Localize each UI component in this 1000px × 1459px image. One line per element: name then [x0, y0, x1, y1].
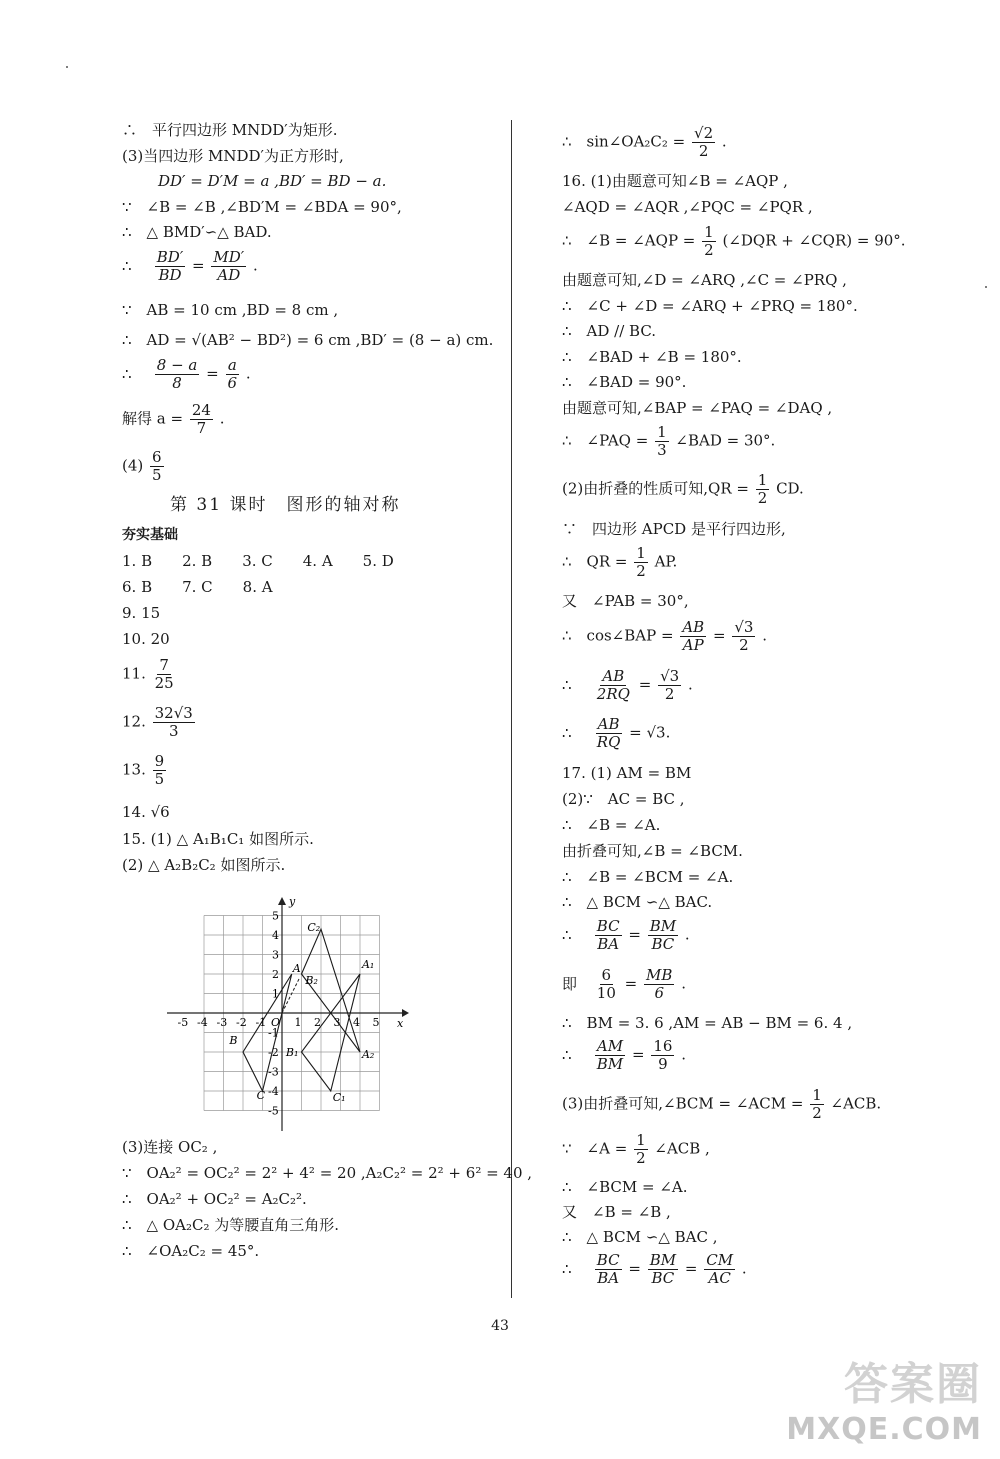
text-line: 由题意可知,∠BAP = ∠PAQ = ∠DAQ , — [562, 399, 833, 417]
fraction-line — [122, 402, 225, 437]
denominator: 2 — [636, 1149, 646, 1167]
fraction-line — [562, 668, 693, 703]
text: ∴ sin∠OA₂C₂ = — [562, 132, 686, 151]
fraction — [150, 449, 164, 484]
numerator: 1 — [636, 544, 646, 562]
segment-oc2 — [282, 978, 300, 1013]
column-divider — [511, 120, 512, 1298]
point-label-a: A — [292, 962, 301, 976]
period: . — [681, 974, 686, 993]
numerator: 8 − a — [156, 356, 198, 374]
text-line: ∴ AD = √(AB² − BD²) = 6 cm ,BD′ = (8 − a) cm. — [122, 331, 494, 349]
fraction — [595, 668, 632, 703]
numerator: a — [227, 356, 237, 374]
fraction-line — [562, 1132, 710, 1167]
fraction-line — [122, 357, 251, 392]
text: (∠DQR + ∠CQR) = 90°. — [722, 231, 906, 250]
period: . — [252, 256, 258, 275]
x-tick-label: 1 — [294, 1016, 302, 1029]
text-line: ∴ ∠BCM = ∠A. — [562, 1178, 688, 1196]
denominator: 2 — [757, 489, 768, 507]
numerator: √2 — [694, 124, 714, 142]
fraction-line — [562, 1252, 747, 1287]
y-tick-label: -2 — [268, 1046, 279, 1059]
text-line: ∴ ∠B = ∠A. — [562, 816, 661, 834]
fraction-line — [562, 967, 686, 1002]
x-tick-label: -2 — [236, 1016, 247, 1029]
period: . — [245, 364, 251, 383]
y-tick-label: 3 — [272, 948, 279, 962]
text-line: ∴ △ BCM ∽△ BAC. — [562, 893, 713, 911]
fraction — [634, 1132, 648, 1167]
fraction-line — [562, 224, 906, 259]
numerator: 1 — [812, 1086, 822, 1104]
denominator: BA — [597, 935, 620, 953]
point-label-b2: B₂ — [305, 973, 318, 987]
y-tick-label: -3 — [268, 1065, 279, 1079]
y-tick-label: 2 — [272, 968, 279, 981]
numerator: √3 — [734, 618, 754, 636]
therefore-symbol: ∴ — [122, 364, 132, 383]
denominator: 3 — [657, 441, 667, 459]
fraction — [155, 357, 200, 392]
text: (2)由折叠的性质可知,QR = — [562, 479, 749, 498]
fraction — [704, 1252, 735, 1287]
text: AP. — [654, 552, 678, 571]
denominator: 10 — [596, 984, 616, 1002]
denominator: 3 — [168, 722, 179, 740]
x-tick-label: 4 — [353, 1016, 360, 1029]
item-label: 12. — [122, 712, 146, 731]
denominator: 2 — [636, 562, 646, 580]
denominator: 2RQ — [596, 685, 630, 703]
fraction — [155, 249, 185, 284]
fraction — [595, 716, 623, 751]
numerator: 1 — [636, 1131, 646, 1149]
point-label-c2: C₂ — [307, 921, 321, 935]
solve-label: 解得 a = — [122, 409, 184, 428]
fraction — [648, 1252, 678, 1287]
answer-line: 15. (1) △ A₁B₁C₁ 如图所示. — [122, 830, 314, 848]
watermark-text: 答案圈 — [844, 1359, 982, 1410]
text: ∠ACB. — [830, 1094, 882, 1113]
text: ∠BAD = 30°. — [675, 431, 776, 450]
denominator: 25 — [154, 674, 174, 692]
x-tick-label: 3 — [333, 1016, 341, 1029]
period: . — [687, 675, 693, 694]
text-line: 由题意可知,∠D = ∠ARQ ,∠C = ∠PRQ , — [562, 271, 847, 289]
text-line: ∴ ∠B = ∠BCM = ∠A. — [562, 868, 734, 886]
denominator: 2 — [812, 1104, 822, 1122]
y-tick-label: -5 — [268, 1104, 279, 1118]
numerator: 32√3 — [154, 704, 193, 722]
page-number: 43 — [491, 1318, 509, 1334]
numerator: AB — [597, 715, 620, 733]
fraction-line — [122, 249, 258, 284]
numerator: AB — [602, 667, 625, 685]
text-line: (3)当四边形 MNDD′为正方形时, — [122, 147, 344, 165]
y-tick-label: 1 — [272, 987, 279, 1001]
text: ∴ ∠PAQ = — [562, 431, 649, 450]
fraction — [702, 224, 716, 259]
numerator: MB — [646, 966, 673, 984]
denominator: AP — [682, 636, 704, 654]
fraction-line — [562, 424, 775, 459]
numerator: 6 — [152, 448, 162, 466]
denominator: 5 — [152, 466, 162, 484]
denominator: 6 — [227, 374, 238, 392]
fraction — [190, 402, 213, 437]
numerator: 1 — [757, 471, 768, 489]
denominator: 8 — [172, 374, 182, 392]
equals: = — [192, 256, 205, 275]
y-axis-label: y — [289, 897, 296, 908]
text-line: ∴ △ BMD′∽△ BAD. — [122, 223, 272, 241]
denominator: AC — [708, 1269, 731, 1287]
answer-line: 9. 15 — [122, 604, 161, 622]
x-tick-label: -1 — [255, 1016, 267, 1029]
fraction — [732, 619, 755, 654]
therefore-symbol: ∴ — [562, 675, 572, 694]
fraction — [153, 753, 167, 788]
denominator: 2 — [704, 241, 714, 259]
fraction — [595, 1038, 625, 1073]
answer-line: ∴ ∠OA₂C₂ = 45°. — [122, 1242, 260, 1260]
therefore-symbol: ∴ — [562, 925, 572, 944]
answer-line: 14. √6 — [122, 803, 170, 821]
text-line: ∴ BM = 3. 6 ,AM = AB − BM = 6. 4 , — [562, 1014, 853, 1032]
text: = √3. — [629, 723, 671, 742]
item-label: (4) — [122, 456, 144, 475]
fraction — [595, 967, 618, 1002]
fraction-line — [562, 1087, 881, 1122]
period: . — [741, 1259, 747, 1278]
therefore-symbol: ∴ — [122, 256, 132, 275]
section-title: 第 31 课时 图形的轴对称 — [170, 495, 401, 515]
point-label-a1: A₁ — [361, 958, 375, 972]
period: . — [219, 409, 225, 428]
therefore-symbol: ∴ — [562, 723, 572, 742]
denominator: 2 — [698, 142, 709, 160]
coordinate-graph — [165, 897, 415, 1135]
period: . — [762, 626, 767, 645]
text: ∴ cos∠BAP = — [562, 626, 674, 645]
text: ∵ ∠A = — [562, 1139, 628, 1158]
fraction-line — [562, 472, 804, 507]
period: . — [684, 925, 690, 944]
therefore-symbol: ∴ — [562, 1045, 572, 1064]
numerator: 6 — [601, 966, 612, 984]
fraction-line — [562, 619, 767, 654]
numerator: √3 — [660, 667, 680, 685]
text-line: 又 ∠PAB = 30°, — [562, 592, 689, 610]
denominator: 6 — [654, 984, 664, 1002]
numerator: 16 — [653, 1037, 673, 1055]
denominator: 2 — [664, 685, 675, 703]
fraction — [680, 619, 706, 654]
answer-line: ∴ OA₂² + OC₂² = A₂C₂². — [122, 1190, 307, 1208]
equals: = — [628, 1259, 641, 1278]
fraction — [658, 668, 681, 703]
x-tick-label: 5 — [372, 1016, 380, 1029]
triangle-a2b2c2 — [302, 929, 361, 1052]
fraction — [655, 424, 669, 459]
fraction — [211, 249, 246, 284]
point-label-c1: C₁ — [332, 1090, 346, 1104]
x-tick-label: -3 — [216, 1016, 228, 1029]
fraction-line — [562, 918, 690, 953]
fraction-line — [122, 449, 166, 484]
text: ∠ACB , — [654, 1139, 710, 1158]
text-line: ∠AQD = ∠AQR ,∠PQC = ∠PQR , — [562, 198, 813, 216]
text-line: ∵ 四边形 APCD 是平行四边形, — [562, 520, 786, 538]
text: ∴ QR = — [562, 552, 628, 571]
fraction — [634, 545, 648, 580]
denominator: BC — [651, 1269, 675, 1287]
answer-line: (3)连接 OC₂ , — [122, 1138, 218, 1156]
fraction-line — [562, 1038, 686, 1073]
text-line: ∴ ∠BAD + ∠B = 180°. — [562, 348, 742, 366]
y-tick-label: -1 — [268, 1026, 279, 1040]
denominator: BM — [596, 1055, 624, 1073]
fraction — [651, 1038, 674, 1073]
denominator: RQ — [596, 733, 621, 751]
numerator: BM — [649, 1251, 677, 1269]
numerator: 24 — [191, 401, 211, 419]
item-label: 13. — [122, 760, 146, 779]
equals: = — [206, 364, 219, 383]
fraction — [595, 918, 622, 953]
fraction — [810, 1087, 824, 1122]
text-line: ∴ △ BCM ∽△ BAC , — [562, 1228, 718, 1246]
denominator: BC — [651, 935, 675, 953]
fraction — [756, 472, 770, 507]
fraction-line — [562, 125, 727, 160]
numerator: 1 — [657, 423, 667, 441]
denominator: BD — [158, 266, 182, 284]
x-tick-label: 2 — [314, 1016, 321, 1029]
answer-line: (2) △ A₂B₂C₂ 如图所示. — [122, 856, 286, 874]
point-label-b1: B₁ — [285, 1045, 299, 1059]
text-line: ∵ AB = 10 cm ,BD = 8 cm , — [122, 301, 339, 319]
watermark — [786, 1348, 982, 1447]
numerator: 1 — [704, 223, 714, 241]
numerator: BC — [596, 1251, 620, 1269]
speck — [985, 286, 987, 288]
period: . — [721, 132, 727, 151]
text-line: (2)∵ AC = BC , — [562, 790, 685, 808]
text-line: 由折叠可知,∠B = ∠BCM. — [562, 842, 743, 860]
numerator: BD′ — [156, 248, 184, 266]
answer-row: 6. B 7. C 8. A — [122, 578, 273, 596]
fraction — [644, 967, 674, 1002]
watermark-url: MXQE.COM — [786, 1412, 982, 1447]
text-line: 17. (1) AM = BM — [562, 764, 692, 782]
origin-label: O — [271, 1016, 281, 1029]
numerator: CM — [706, 1251, 734, 1269]
speck — [66, 66, 68, 68]
denominator: 2 — [739, 636, 749, 654]
fraction — [153, 657, 176, 692]
text-line: 16. (1)由题意可知∠B = ∠AQP , — [562, 172, 788, 190]
y-tick-label: 4 — [272, 929, 279, 942]
denominator: AD — [217, 266, 241, 284]
text-line: ∴ AD // BC. — [562, 322, 657, 340]
text-line: DD′ = D′M = a ,BD′ = BD − a. — [158, 172, 387, 190]
text-line: ∴ ∠BAD = 90°. — [562, 373, 687, 391]
x-tick-label: -5 — [177, 1016, 189, 1029]
text: (3)由折叠可知,∠BCM = ∠ACM = — [562, 1094, 804, 1113]
fraction — [153, 705, 195, 740]
text-line: ∴ ∠C + ∠D = ∠ARQ + ∠PRQ = 180°. — [562, 297, 858, 315]
answer-line: 10. 20 — [122, 630, 170, 648]
equals: = — [638, 675, 652, 694]
answer-line — [122, 657, 178, 692]
fraction-line — [562, 716, 670, 751]
fraction — [595, 1252, 622, 1287]
x-axis-label: x — [397, 1017, 404, 1030]
graph-labels — [178, 897, 405, 1118]
text-line: ∴ 平行四边形 MNDD′为矩形. — [122, 121, 338, 139]
answer-line: ∴ △ OA₂C₂ 为等腰直角三角形. — [122, 1216, 340, 1234]
y-tick-label: 5 — [272, 909, 279, 923]
therefore-symbol: ∴ — [562, 1259, 572, 1278]
x-axis-arrow — [402, 1009, 409, 1017]
numerator: 7 — [159, 656, 169, 674]
subsection-title: 夯实基础 — [122, 527, 178, 543]
equals: = — [684, 1259, 698, 1278]
numerator: AM — [596, 1037, 624, 1055]
fraction — [226, 357, 240, 392]
answer-line: ∵ OA₂² = OC₂² = 2² + 4² = 20 ,A₂C₂² = 2² + 6² = 40 , — [122, 1164, 533, 1182]
text-line: 又 ∠B = ∠B , — [562, 1203, 671, 1221]
fraction-line — [562, 545, 677, 580]
x-tick-label: -4 — [197, 1016, 208, 1029]
equals: = — [631, 1045, 645, 1064]
text: ∴ ∠B = ∠AQP = — [562, 231, 696, 250]
fraction — [648, 918, 678, 953]
equals: = — [628, 925, 641, 944]
axes — [167, 897, 409, 1131]
numerator: BM — [649, 917, 677, 935]
text-line: ∵ ∠B = ∠B ,∠BD′M = ∠BDA = 90°, — [122, 198, 402, 216]
point-label-b: B — [229, 1034, 238, 1048]
numerator: AB — [682, 618, 705, 636]
answer-line — [122, 753, 168, 788]
item-label: 11. — [122, 664, 146, 683]
answer-line — [122, 705, 197, 740]
text: CD. — [776, 479, 804, 498]
numerator: BC — [596, 917, 620, 935]
denominator: BA — [597, 1269, 620, 1287]
fraction — [692, 125, 715, 160]
namely-label: 即 — [562, 974, 578, 993]
y-axis-arrow — [278, 897, 286, 905]
answer-row: 1. B 2. B 3. C 4. A 5. D — [122, 552, 394, 570]
numerator: MD′ — [213, 248, 245, 266]
y-tick-label: -4 — [268, 1085, 279, 1098]
denominator: 9 — [658, 1055, 668, 1073]
equals: = — [624, 974, 638, 993]
numerator: 9 — [154, 752, 165, 770]
denominator: 5 — [154, 770, 165, 788]
period: . — [681, 1045, 686, 1064]
denominator: 7 — [196, 419, 207, 437]
point-label-c: C — [256, 1088, 266, 1102]
equals: = — [712, 626, 726, 645]
point-label-a2: A₂ — [361, 1047, 375, 1061]
